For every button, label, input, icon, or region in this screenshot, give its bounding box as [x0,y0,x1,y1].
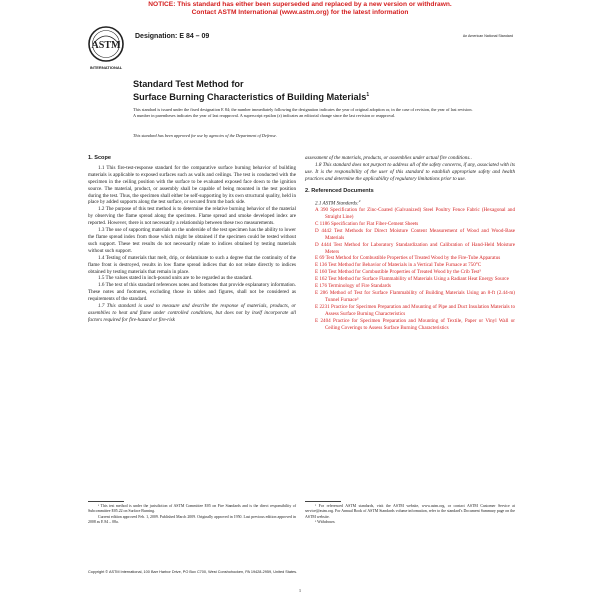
american-national-standard-label: An American National Standard [462,34,513,38]
reference-item [315,290,515,304]
reference-code-link[interactable]: E 69 [315,255,325,262]
title-line-1: Standard Test Method for [133,79,244,89]
reference-code-link[interactable]: E 176 [315,283,328,290]
scope-paragraph-1-7-continued: assessment of the materials, products, or assemblies under actual fire conditions.. [305,155,472,161]
reference-title-link[interactable]: Terminology of Fire Standards [328,283,391,290]
reference-title-link[interactable]: Test Method for Combustible Properties of Treated Wood by the Fire-Tube Apparatus [325,255,501,262]
scope-paragraph-1-8: 1.8 This standard does not purport to address all of the safety concerns, if any, associated with its use. It is the responsibility of the user of this standard to establish appropriate safety and health practices and determine the applicability of regulatory limitations prior to use. [305,161,515,182]
reference-title-link[interactable]: Specification for Zinc-Coated (Galvanized) Steel Poultry Fence Fabric (Hexagonal and Straight Line) [325,207,516,221]
referenced-documents-heading: 2. Referenced Documents [305,187,374,194]
notice-line-2[interactable]: Contact ASTM International (www.astm.org) for the latest information [191,9,409,16]
footnotes-right [305,504,515,525]
reference-title-link[interactable]: Practice for Specimen Preparation and Mounting of Textile, Paper or Vinyl Wall or Ceiling Coverings to Assess Surface Burning Characteristics [325,317,515,331]
footnote-2: ² For referenced ASTM standards, visit the ASTM website, www.astm.org, or contact ASTM Customer Service at service@astm.org. For Annual Book of ASTM Standards volume information, refer to the standard's Document Summary page on the ASTM website. [305,504,515,519]
scope-paragraph-1-3: 1.3 The use of supporting materials on the underside of the test specimen has the ability to lower the flame spread index from those which might be obtained if the specimen could be tested without such support. These test results do not necessarily relate to indices obtained by testing materials without such support. [88,227,296,254]
reference-code-link[interactable]: E 2404 [315,317,331,324]
reference-code-link[interactable]: C 1186 [315,220,330,227]
footnote-1b: Current edition approved Feb. 1, 2009. Published March 2009. Originally approved in 1950. Last previous edition approved in 2008 as E 84 – 08a. [88,514,296,524]
svg-text:ASTM: ASTM [91,40,121,51]
scope-heading: 1. Scope [88,155,112,161]
reference-title-link[interactable]: Method of Test for Surface Flammability of Building Materials Using an 8-ft (2.44-m) Tunnel Furnace³ [325,290,516,303]
notice-line-1: NOTICE: This standard has either been superseded and replaced by a new version or withdrawn. [148,1,452,8]
footnote-3: ³ Withdrawn. [315,519,336,524]
reference-code-link[interactable]: D 4444 [315,241,332,248]
reference-code-link[interactable]: E 160 [315,269,328,276]
reference-item [315,207,515,221]
reference-item [315,318,515,332]
astm-logo [86,25,126,71]
scope-paragraph-1-7: 1.7 This standard is used to measure and describe the response of materials, products, or assemblies to heat and flame under controlled conditions, but does not by itself incorporate all factors required for fire-hazard or fire-risk [88,303,296,323]
reference-title-link[interactable]: Test Method for Surface Flammability of Materials Using a Radiant Heat Energy Source [328,276,509,283]
issuance-statement: This standard is issued under the fixed designation E 84; the number immediately following the designation indicates the year of original adoption or, in the case of revision, the year of last revision. A number in parentheses indicates the year of last reapproval. A superscript epsilon (ε) indicates an editorial change since the last revision or reapproval. [133,107,473,118]
reference-title-link[interactable]: Test Method for Laboratory Standardization and Calibration of Hand-Held Moisture Meters [325,241,516,255]
footnote-divider-left [88,501,124,502]
footnote-1a: ¹ This test method is under the jurisdiction of ASTM Committee E05 on Fire Standards and is the direct responsibility of Subcommittee E05.22 on Surface Burning. [88,504,296,514]
reference-title-link[interactable]: Test Method for Behavior of Materials in a Vertical Tube Furnace at 750°C [328,262,482,269]
scope-paragraph-1-1: 1.1 This fire-test-response standard for the comparative surface burning behavior of building materials is applicable to exposed surfaces such as walls and ceilings. The test is conducted with the specimen in the ceiling position with the surface to be evaluated exposed face down to the ignition source. The material, product, or assembly shall be capable of being mounted in the test position during the test. Thus, the specimen shall either be self-supporting by its own structural quality, held in place by added supports along the test surface, or secured from the back side. [88,164,296,206]
reference-code-link[interactable]: D 4442 [315,227,332,234]
reference-item [315,283,515,290]
scope-paragraph-1-2: 1.2 The purpose of this test method is to determine the relative burning behavior of the material by observing the flame spread along the specimen. Flame spread and smoke developed index are reported. However, there is not necessarily a relationship between these two measurements. [88,206,296,227]
scope-paragraph-1-4: 1.4 Testing of materials that melt, drip, or delaminate to such a degree that the continuity of the flame front is destroyed, results in low flame spread indices that do not relate directly to indices obtained by testing materials that remain in place. [88,254,296,275]
reference-code-link[interactable]: A 390 [315,207,329,214]
astm-standards-subheading: 2.1 ASTM Standards:$^2$ [315,198,361,207]
page-number: 1 [298,588,302,593]
reference-title-link[interactable]: Specification for Flat Fiber-Cement Sheets [330,220,419,227]
designation: Designation: E 84 – 09 [135,33,210,40]
reference-code-link[interactable]: E 162 [315,276,328,283]
scope-paragraph-1-6: 1.6 The text of this standard references notes and footnotes that provide explanatory information. These notes and footnotes, excluding those in tables and figures, shall not be considered as requirements of the standard. [88,282,296,303]
reference-item [315,221,515,228]
reference-code-link[interactable]: E 136 [315,262,328,269]
reference-title-link[interactable]: Practice for Specimen Preparation and Mounting of Pipe and Duct Insulation Materials to Assess Surface Burning Characteristics [325,303,515,317]
reference-item [315,228,515,242]
reference-item [315,304,515,318]
footnote-divider-right [305,501,341,502]
reference-title-link[interactable]: Test Methods for Direct Moisture Content Measurement of Wood and Wood-Base Materials [325,227,515,241]
reference-list [305,207,515,331]
title-footnote-mark: 1 [366,92,370,98]
svg-text:INTERNATIONAL: INTERNATIONAL [89,65,123,70]
title-line-2: Surface Burning Characteristics of Building Materials$^1$ [133,92,370,103]
reference-item [315,242,515,256]
copyright-notice: Copyright © ASTM International, 100 Barr Harbor Drive, PO Box C700, West Conshohocken, PA 19428-2959, United States. [88,570,298,574]
reference-title-link[interactable]: Test Method for Combustible Properties of Treated Wood by the Crib Test³ [328,269,481,276]
document-title [133,79,493,103]
reference-code-link[interactable]: E 286 [315,290,328,296]
footnotes-left [88,504,296,525]
right-column [305,155,515,331]
supersession-notice [0,1,600,17]
reference-code-link[interactable]: E 2231 [315,303,330,310]
left-column [88,155,296,324]
dod-approval-statement: This standard has been approved for use by agencies of the Department of Defense. [133,133,277,138]
scope-paragraph-1-5: 1.5 The values stated in inch-pound units are to be regarded as the standard. [98,275,253,282]
